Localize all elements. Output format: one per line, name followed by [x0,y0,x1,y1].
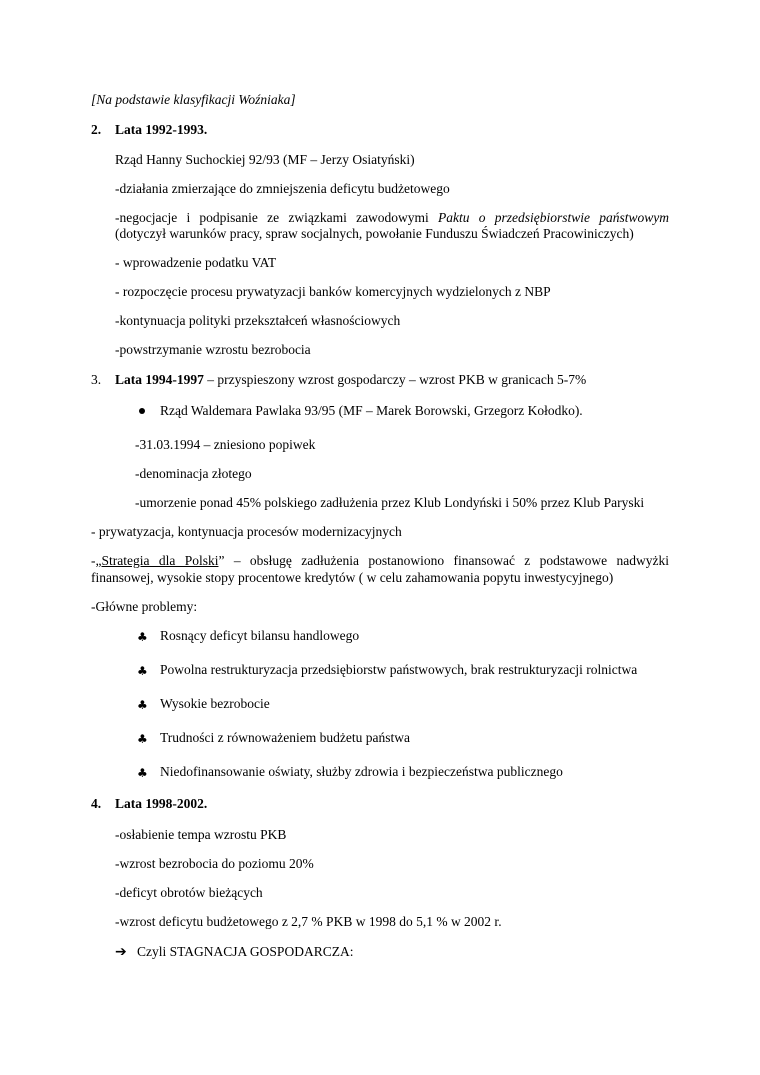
club-bullet-icon: ♣ [137,766,148,780]
section-3-strategy [91,552,669,570]
section-4-item: -deficyt obrotów bieżących [115,885,263,900]
section-2-line: Rząd Hanny Suchockiej 92/93 (MF – Jerzy Osiatyński) [115,152,415,167]
section-2-number: 2. [91,122,102,137]
problem-item: Wysokie bezrobocie [160,696,270,711]
section-2-item: - wprowadzenie podatku VAT [115,255,277,270]
section-3-privatization: - prywatyzacja, kontynuacja procesów modernizacyjnych [91,524,402,539]
section-2-item: -kontynuacja polityki przekształceń własnościowych [115,313,401,328]
section-2-item: -powstrzymanie wzrostu bezrobocia [115,342,311,357]
source-note: [Na podstawie klasyfikacji Woźniaka] [91,92,296,107]
problem-item: Powolna restrukturyzacja przedsiębiorstw państwowych, brak restrukturyzacji rolnictwa [160,662,638,677]
problems-label: -Główne problemy: [91,599,198,614]
pact-title: Paktu o przedsiębiorstwie państwowym [438,210,669,225]
section-2-title: Lata 1992-1993. [115,122,208,137]
section-3-strategy-cont: finansowej, wysokie stopy procentowe kredytów ( w celu zahamowania popytu inwestycyjnego) [91,570,614,585]
section-3-item: -31.03.1994 – zniesiono popiwek [135,437,316,452]
bullet-dot-icon [139,408,145,414]
strategy-link[interactable]: Strategia dla Polski [101,553,219,568]
section-4-item: -wzrost bezrobocia do poziomu 20% [115,856,314,871]
section-2-item: - rozpoczęcie procesu prywatyzacji banków komercyjnych wydzielonych z NBP [115,284,551,299]
section-3-heading [115,371,586,389]
section-2-negotiation-cont: (dotyczył warunków pracy, spraw socjalnych, powołanie Funduszu Świadczeń Pracowiniczych) [115,226,634,241]
problem-item: Rosnący deficyt bilansu handlowego [160,628,360,643]
club-bullet-icon: ♣ [137,630,148,644]
strategy-text: ” – obsługę zadłużenia postanowiono finansować z podstawowe nadwyżki [218,553,669,568]
negotiation-text: -negocjacje i podpisanie ze związkami zawodowymi [115,210,439,225]
section-4-item: -osłabienie tempa wzrostu PKB [115,827,287,842]
section-4-number: 4. [91,796,102,811]
problem-item: Niedofinansowanie oświaty, służby zdrowia i bezpieczeństwa publicznego [160,764,563,779]
section-3-item: -denominacja złotego [135,466,252,481]
section-3-title-rest: – przyspieszony wzrost gospodarczy – wzrost PKB w granicach 5-7% [203,372,587,387]
club-bullet-icon: ♣ [137,698,148,712]
club-bullet-icon: ♣ [137,664,148,678]
right-arrow-icon: ➔ [115,944,127,960]
section-3-bullet: Rząd Waldemara Pawlaka 93/95 (MF – Marek Borowski, Grzegorz Kołodko). [160,403,583,418]
club-bullet-icon: ♣ [137,732,148,746]
section-4-item: -wzrost deficytu budżetowego z 2,7 % PKB w 1998 do 5,1 % w 2002 r. [115,914,502,929]
conclusion: Czyli STAGNACJA GOSPODARCZA: [137,944,354,959]
section-3-number: 3. [91,372,102,387]
strategy-prefix: -„ [91,553,102,568]
problem-item: Trudności z równoważeniem budżetu państwa [160,730,410,745]
section-3-title: Lata 1994-1997 [115,372,204,387]
section-2-line: -działania zmierzające do zmniejszenia deficytu budżetowego [115,181,450,196]
section-3-item: -umorzenie ponad 45% polskiego zadłużenia przez Klub Londyński i 50% przez Klub Paryski [135,495,645,510]
section-4-title: Lata 1998-2002. [115,796,208,811]
